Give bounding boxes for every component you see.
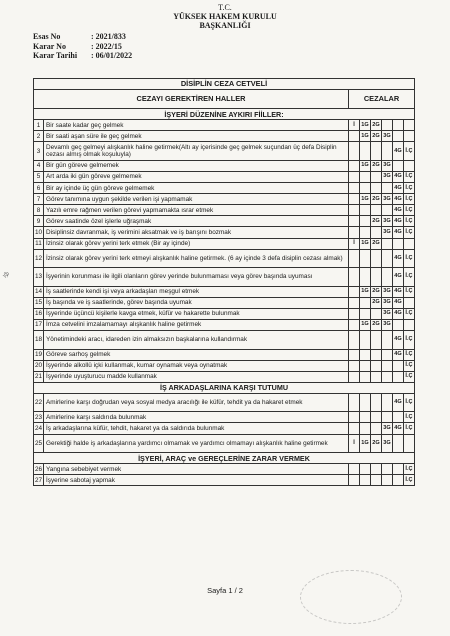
penalty-cell [349, 249, 360, 268]
penalty-cell [404, 160, 415, 171]
penalty-cell [371, 249, 382, 268]
penalty-cell [404, 434, 415, 453]
table-row [34, 464, 415, 475]
penalty-cell [393, 160, 404, 171]
penalty-cell: 1G [360, 131, 371, 142]
table-row [34, 183, 415, 194]
penalty-cell [382, 268, 393, 287]
penalty-cell: İ.Ç [404, 331, 415, 350]
penalty-cell: İ [349, 238, 360, 249]
penalty-cell: 4G [393, 423, 404, 434]
penalty-cell [349, 423, 360, 434]
offense-text: İş arkadaşlarına küfür, tehdit, hakaret ya da saldırıda bulunmak [44, 423, 349, 434]
table-row [34, 360, 415, 371]
section-heading: İŞ ARKADAŞLARINA KARŞI TUTUMU [34, 382, 415, 393]
row-number: 26 [34, 464, 44, 475]
row-number: 5 [34, 171, 44, 182]
offense-text: Art arda iki gün göreve gelmemek [44, 171, 349, 182]
penalty-cell: 4G [393, 297, 404, 308]
penalty-cell: İ.Ç [404, 464, 415, 475]
meta-esas [33, 32, 132, 42]
penalty-cell [371, 412, 382, 423]
penalty-cell: 4G [393, 349, 404, 360]
penalty-cell: 4G [393, 183, 404, 194]
row-number: 21 [34, 371, 44, 382]
header-presidency: BAŞKANLIĞI [199, 21, 251, 30]
table-row [34, 142, 415, 161]
table-row [34, 393, 415, 412]
row-number: 11 [34, 238, 44, 249]
penalty-cell: 3G [382, 216, 393, 227]
table-title: DİSİPLİN CEZA CETVELİ [34, 79, 415, 90]
penalty-cell: 2G [371, 238, 382, 249]
penalty-cell: İ.Ç [404, 249, 415, 268]
stamp-seal [300, 570, 402, 624]
penalty-cell: 4G [393, 308, 404, 319]
section-row [34, 382, 415, 393]
table-row [34, 319, 415, 330]
penalty-cell: 3G [382, 160, 393, 171]
penalty-cell [360, 249, 371, 268]
penalty-cell [371, 349, 382, 360]
row-number: 22 [34, 393, 44, 412]
penalty-cell: 3G [382, 131, 393, 142]
column-header-offenses: CEZAYI GEREKTİREN HALLER [34, 90, 349, 109]
penalty-cell [349, 349, 360, 360]
offense-text: Amirlerine karşı saldırıda bulunmak [44, 412, 349, 423]
penalty-cell [393, 434, 404, 453]
meta-karar [33, 42, 132, 52]
penalty-cell [382, 412, 393, 423]
table-row [34, 194, 415, 205]
penalty-cell [349, 171, 360, 182]
penalty-cell [393, 360, 404, 371]
row-number: 1 [34, 120, 44, 131]
row-number: 17 [34, 319, 44, 330]
penalty-cell: 3G [382, 423, 393, 434]
penalty-cell [360, 308, 371, 319]
penalty-cell [393, 120, 404, 131]
table-row [34, 297, 415, 308]
table-row [34, 349, 415, 360]
penalty-cell: 2G [371, 319, 382, 330]
penalty-cell: İ.Ç [404, 142, 415, 161]
penalty-cell [360, 331, 371, 350]
penalty-cell [349, 227, 360, 238]
penalty-cell: 4G [393, 216, 404, 227]
offense-text: Bir ay içinde üç gün göreve gelmemek [44, 183, 349, 194]
penalty-cell [371, 142, 382, 161]
penalty-cell: 4G [393, 331, 404, 350]
penalty-cell [382, 371, 393, 382]
meta-value: : 2022/15 [91, 41, 122, 51]
penalty-cell: 2G [371, 216, 382, 227]
penalty-cell [360, 371, 371, 382]
penalty-cell: 4G [393, 286, 404, 297]
table-row [34, 131, 415, 142]
penalty-cell [371, 205, 382, 216]
penalty-cell [349, 142, 360, 161]
row-number: 7 [34, 194, 44, 205]
penalty-cell: 4G [393, 249, 404, 268]
penalty-cell: İ [349, 120, 360, 131]
table-row [34, 286, 415, 297]
penalty-cell [371, 393, 382, 412]
penalty-cell: 2G [371, 160, 382, 171]
penalty-cell: 3G [382, 171, 393, 182]
penalty-cell: İ.Ç [404, 183, 415, 194]
offense-text: İşyerine sabotaj yapmak [44, 475, 349, 486]
offense-text: Görev tanımına uygun şekilde verilen işi yapmamak [44, 194, 349, 205]
offense-text: Bir saate kadar geç gelmek [44, 120, 349, 131]
penalty-cell: İ.Ç [404, 308, 415, 319]
penalty-cell [404, 297, 415, 308]
penalty-cell: 3G [382, 319, 393, 330]
offense-text: Bir gün göreve gelmemek [44, 160, 349, 171]
penalty-cell [393, 464, 404, 475]
penalty-cell [349, 205, 360, 216]
penalty-cell [371, 227, 382, 238]
penalty-table [33, 78, 415, 486]
row-number: 14 [34, 286, 44, 297]
offense-text: Görev saatinde özel işlerle uğraşmak [44, 216, 349, 227]
offense-text: İşyerinin korunması ile ilgili olanların görev yerinde bulunmaması veya görev başında uyuması [44, 268, 349, 287]
penalty-cell: 2G [371, 131, 382, 142]
penalty-cell [371, 360, 382, 371]
meta-value: : 06/01/2022 [91, 51, 133, 60]
penalty-cell [371, 268, 382, 287]
table-row [34, 238, 415, 249]
penalty-cell [382, 464, 393, 475]
offense-text: İzinsiz olarak görev yerini terk etmeyi alışkanlık haline getirmek. (6 ay içinde 3 defa disiplin cezası almak) [44, 249, 349, 268]
offense-text: Yazılı emre rağmen verilen görevi yapmamakta ısrar etmek [44, 205, 349, 216]
penalty-cell [404, 120, 415, 131]
meta-label: Karar Tarihi [33, 51, 78, 60]
penalty-cell: 1G [360, 319, 371, 330]
meta-label: Karar No [33, 41, 66, 51]
penalty-cell [360, 393, 371, 412]
penalty-cell [349, 308, 360, 319]
penalty-cell [382, 249, 393, 268]
offense-text: İşyerinde alkollü içki kullanmak, kumar oynamak veya oynatmak [44, 360, 349, 371]
penalty-cell [349, 297, 360, 308]
penalty-cell: İ.Ç [404, 360, 415, 371]
penalty-cell [393, 412, 404, 423]
penalty-cell [349, 268, 360, 287]
penalty-cell [360, 297, 371, 308]
row-number: 18 [34, 331, 44, 350]
penalty-cell: 3G [382, 297, 393, 308]
row-number: 2 [34, 131, 44, 142]
penalty-cell [360, 216, 371, 227]
penalty-cell: İ.Ç [404, 227, 415, 238]
penalty-cell [393, 475, 404, 486]
penalty-cell: İ.Ç [404, 371, 415, 382]
penalty-cell: 2G [371, 194, 382, 205]
header-institution: YÜKSEK HAKEM KURULU [173, 12, 277, 21]
penalty-cell [382, 238, 393, 249]
penalty-cell: 1G [360, 238, 371, 249]
row-number: 23 [34, 412, 44, 423]
penalty-cell [371, 371, 382, 382]
penalty-cell [360, 464, 371, 475]
row-number: 4 [34, 160, 44, 171]
offense-text: Gerektiği halde iş arkadaşlarına yardımcı olmamak ve yardımcı olmamayı alışkanlık haline getirmek [44, 434, 349, 453]
meta-date [33, 51, 132, 61]
penalty-cell [349, 131, 360, 142]
row-number: 15 [34, 297, 44, 308]
row-number: 20 [34, 360, 44, 371]
penalty-cell [404, 131, 415, 142]
penalty-cell [371, 308, 382, 319]
row-number: 25 [34, 434, 44, 453]
table-title-row [34, 79, 415, 90]
offense-text: İmza cetvelini imzalamamayı alışkanlık haline getirmek [44, 319, 349, 330]
penalty-cell [360, 142, 371, 161]
penalty-cell [349, 194, 360, 205]
penalty-cell: 2G [371, 120, 382, 131]
offense-text: Disiplinsiz davranmak, iş verimini aksatmak ve iş barışını bozmak [44, 227, 349, 238]
penalty-cell [349, 216, 360, 227]
penalty-cell: İ.Ç [404, 349, 415, 360]
penalty-cell [382, 142, 393, 161]
penalty-cell [360, 412, 371, 423]
penalty-cell [360, 475, 371, 486]
penalty-cell: 4G [393, 205, 404, 216]
penalty-cell [349, 286, 360, 297]
penalty-cell [371, 331, 382, 350]
row-number: 24 [34, 423, 44, 434]
penalty-cell [360, 205, 371, 216]
offense-text: İş saatlerinde kendi işi veya arkadaşları meşgul etmek [44, 286, 349, 297]
penalty-cell: 1G [360, 160, 371, 171]
table-row [34, 120, 415, 131]
penalty-cell [382, 349, 393, 360]
row-number: 10 [34, 227, 44, 238]
penalty-cell [371, 423, 382, 434]
penalty-cell [360, 360, 371, 371]
page-number: Sayfa 1 / 2 [207, 586, 243, 595]
penalty-cell [360, 423, 371, 434]
row-number: 3 [34, 142, 44, 161]
penalty-cell [360, 227, 371, 238]
penalty-cell [349, 160, 360, 171]
penalty-cell: 2G [371, 286, 382, 297]
row-number: 16 [34, 308, 44, 319]
row-number: 9 [34, 216, 44, 227]
offense-text: Bir saati aşan süre ile geç gelmek [44, 131, 349, 142]
penalty-cell [382, 120, 393, 131]
section-row [34, 453, 415, 464]
penalty-cell: 3G [382, 286, 393, 297]
case-meta [33, 32, 132, 61]
offense-text: Yönetimindeki aracı, idareden izin almaksızın başkalarına kullandırmak [44, 331, 349, 350]
table-row [34, 227, 415, 238]
penalty-cell: İ.Ç [404, 268, 415, 287]
offense-text: Göreve sarhoş gelmek [44, 349, 349, 360]
row-number: 6 [34, 183, 44, 194]
offense-text: İzinsiz olarak görev yerini terk etmek (Bir ay içinde) [44, 238, 349, 249]
penalty-cell: 1G [360, 434, 371, 453]
penalty-cell [404, 319, 415, 330]
table-row [34, 434, 415, 453]
column-header-penalties: CEZALAR [349, 90, 415, 109]
table-row [34, 331, 415, 350]
row-number: 13 [34, 268, 44, 287]
section-row [34, 109, 415, 120]
offense-text: Amirlerine karşı doğrudan veya sosyal medya aracılığı ile küfür, tehdit ya da hakaret etmek [44, 393, 349, 412]
penalty-cell [349, 393, 360, 412]
penalty-cell [349, 475, 360, 486]
penalty-cell [360, 268, 371, 287]
table-row [34, 268, 415, 287]
penalty-cell [371, 171, 382, 182]
section-heading: İŞYERİ, ARAÇ ve GEREÇLERİNE ZARAR VERMEK [34, 453, 415, 464]
penalty-cell: 2G [371, 297, 382, 308]
meta-value: : 2021/833 [91, 32, 126, 41]
penalty-cell: 3G [382, 227, 393, 238]
penalty-cell: 2G [371, 434, 382, 453]
table-row [34, 371, 415, 382]
offense-text: İşyerinde üçüncü kişilerle kavga etmek, küfür ve hakarette bulunmak [44, 308, 349, 319]
penalty-cell [404, 238, 415, 249]
penalty-cell: İ [349, 434, 360, 453]
penalty-cell: İ.Ç [404, 475, 415, 486]
margin-initials: ゆ [1, 269, 12, 281]
penalty-cell [349, 412, 360, 423]
offense-text: İş başında ve iş saatlerinde, görev başında uyumak [44, 297, 349, 308]
penalty-cell [349, 464, 360, 475]
penalty-cell: İ.Ç [404, 423, 415, 434]
penalty-cell [349, 319, 360, 330]
section-heading: İŞYERİ DÜZENİNE AYKIRI FİİLLER: [34, 109, 415, 120]
penalty-cell: 4G [393, 171, 404, 182]
table-row [34, 160, 415, 171]
penalty-cell: İ.Ç [404, 205, 415, 216]
penalty-cell: 4G [393, 142, 404, 161]
offense-text: İşyerinde uyuşturucu madde kullanmak [44, 371, 349, 382]
penalty-cell: İ.Ç [404, 393, 415, 412]
row-number: 12 [34, 249, 44, 268]
penalty-cell [393, 131, 404, 142]
penalty-cell [349, 331, 360, 350]
penalty-cell [382, 475, 393, 486]
penalty-cell [371, 183, 382, 194]
penalty-cell [393, 319, 404, 330]
table-row [34, 205, 415, 216]
row-number: 8 [34, 205, 44, 216]
penalty-cell: İ.Ç [404, 216, 415, 227]
table-row [34, 423, 415, 434]
penalty-cell [393, 238, 404, 249]
penalty-cell [349, 371, 360, 382]
penalty-cell [382, 393, 393, 412]
penalty-cell [382, 205, 393, 216]
penalty-cell: 4G [393, 194, 404, 205]
penalty-cell [349, 183, 360, 194]
penalty-cell: 3G [382, 434, 393, 453]
penalty-cell [371, 475, 382, 486]
penalty-cell [382, 331, 393, 350]
penalty-cell: 4G [393, 393, 404, 412]
penalty-cell [349, 360, 360, 371]
penalty-cell [371, 464, 382, 475]
column-header-row [34, 90, 415, 109]
row-number: 19 [34, 349, 44, 360]
penalty-cell [360, 349, 371, 360]
penalty-cell: 3G [382, 308, 393, 319]
penalty-cell: 3G [382, 194, 393, 205]
penalty-cell [393, 371, 404, 382]
penalty-cell [382, 360, 393, 371]
offense-text: Yangına sebebiyet vermek [44, 464, 349, 475]
penalty-cell: İ.Ç [404, 286, 415, 297]
row-number: 27 [34, 475, 44, 486]
penalty-cell: İ.Ç [404, 412, 415, 423]
table-row [34, 412, 415, 423]
penalty-cell: 4G [393, 227, 404, 238]
header-tc: T.C. [218, 3, 232, 12]
penalty-cell: 1G [360, 194, 371, 205]
penalty-cell: İ.Ç [404, 171, 415, 182]
table-row [34, 249, 415, 268]
penalty-cell: 4G [393, 268, 404, 287]
penalty-cell [360, 183, 371, 194]
table-row [34, 171, 415, 182]
meta-label: Esas No [33, 32, 61, 41]
table-row [34, 308, 415, 319]
penalty-cell [360, 171, 371, 182]
penalty-cell: 1G [360, 286, 371, 297]
table-row [34, 475, 415, 486]
table-row [34, 216, 415, 227]
penalty-cell [382, 183, 393, 194]
penalty-cell: İ.Ç [404, 194, 415, 205]
penalty-cell: 1G [360, 120, 371, 131]
offense-text: Devamlı geç gelmeyi alışkanlık haline getirmek(Altı ay içerisinde geç gelmek suçundan üç defa Disiplin cezası almış olmak koşuluyla) [44, 142, 349, 161]
